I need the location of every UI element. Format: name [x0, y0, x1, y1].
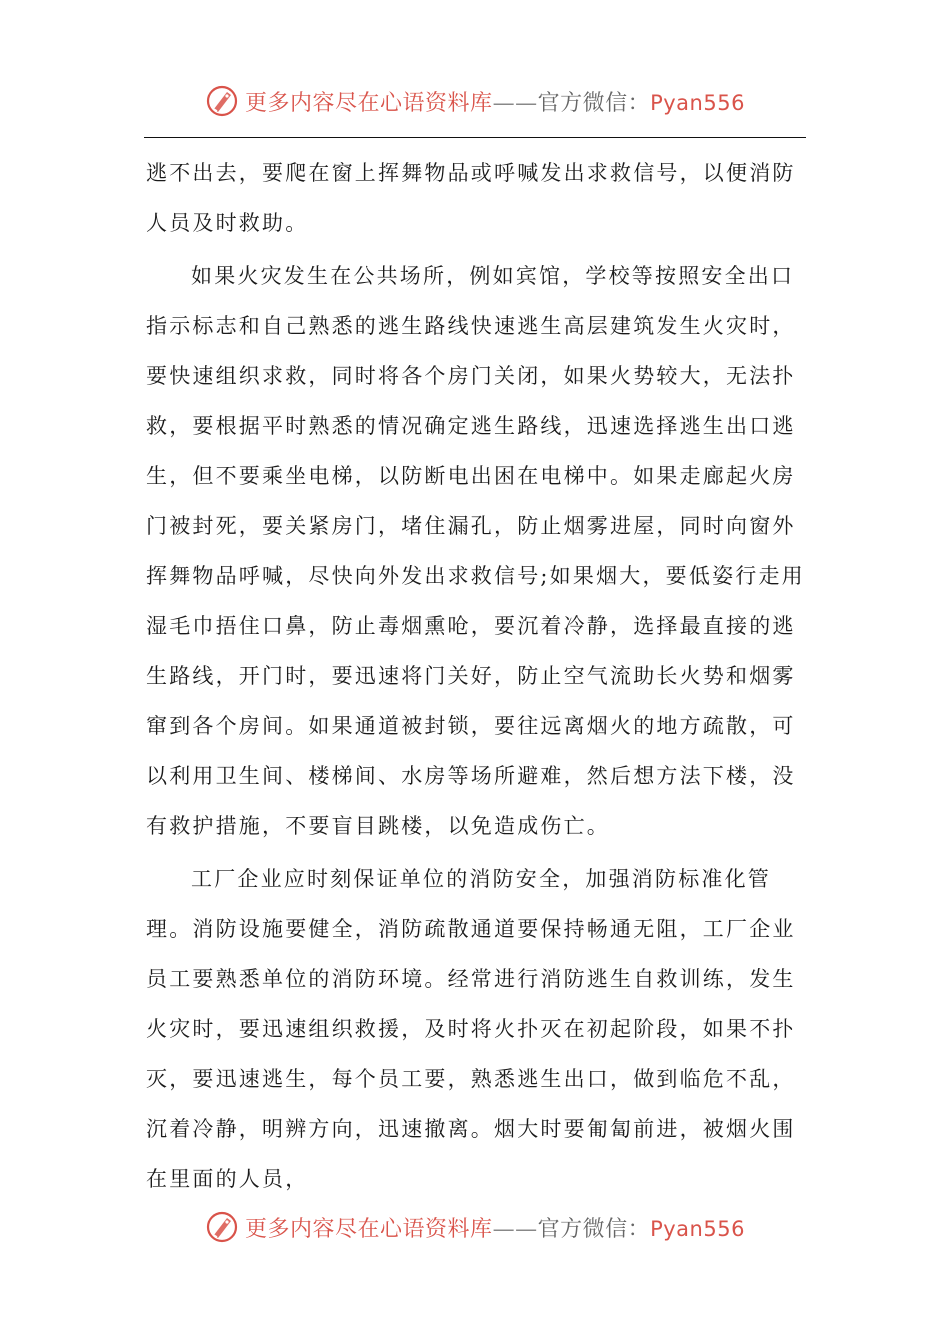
header-separator: —— — [492, 90, 538, 116]
footer-banner-text: 更多内容尽在心语资料库 — [245, 1216, 493, 1242]
pen-nib-logo-icon — [205, 1210, 239, 1244]
header-banner — [0, 84, 950, 118]
footer-separator: —— — [492, 1216, 538, 1242]
paragraph: 工厂企业应时刻保证单位的消防安全，加强消防标准化管理。消防设施要健全，消防疏散通道要保持畅通无阻，工厂企业员工要熟悉单位的消防环境。经常进行消防逃生自救训练，发生火灾时，要迅速组织救援，及时将火扑灭在初起阶段，如果不扑灭，要迅速逃生，每个员工要，熟悉逃生出口，做到临危不乱，沉着冷静，明辨方向，迅速撤离。烟大时要匍匐前进，被烟火围在里面的人员， — [146, 867, 796, 1191]
header-wechat-id: Pyan556 — [650, 90, 745, 115]
header-banner-text: 更多内容尽在心语资料库 — [245, 90, 493, 116]
footer-banner — [0, 1210, 950, 1244]
paragraph: 逃不出去，要爬在窗上挥舞物品或呼喊发出求救信号，以便消防人员及时救助。 — [146, 161, 796, 235]
footer-wechat-label: 官方微信： — [537, 1216, 651, 1242]
footer-wechat-id: Pyan556 — [650, 1216, 745, 1241]
header-divider — [144, 137, 806, 138]
header-wechat-label: 官方微信： — [537, 90, 651, 116]
pen-nib-logo-icon — [205, 84, 239, 118]
paragraph: 如果火灾发生在公共场所，例如宾馆，学校等按照安全出口指示标志和自己熟悉的逃生路线快速逃生高层建筑发生火灾时，要快速组织求救，同时将各个房门关闭，如果火势较大，无法扑救，要根据平时熟悉的情况确定逃生路线，迅速选择逃生出口逃生，但不要乘坐电梯，以防断电出困在电梯中。如果走廊起火房门被封死，要关紧房门，堵住漏孔，防止烟雾进屋，同时向窗外挥舞物品呼喊，尽快向外发出求救信号;如果烟大，要低姿行走用湿毛巾捂住口鼻，防止毒烟熏呛，要沉着冷静，选择最直接的逃生路线，开门时，要迅速将门关好，防止空气流助长火势和烟雾窜到各个房间。如果通道被封锁，要往远离烟火的地方疏散，可以利用卫生间、楼梯间、水房等场所避难，然后想方法下楼，没有救护措施，不要盲目跳楼，以免造成伤亡。 — [146, 264, 805, 838]
document-body — [146, 148, 806, 1207]
